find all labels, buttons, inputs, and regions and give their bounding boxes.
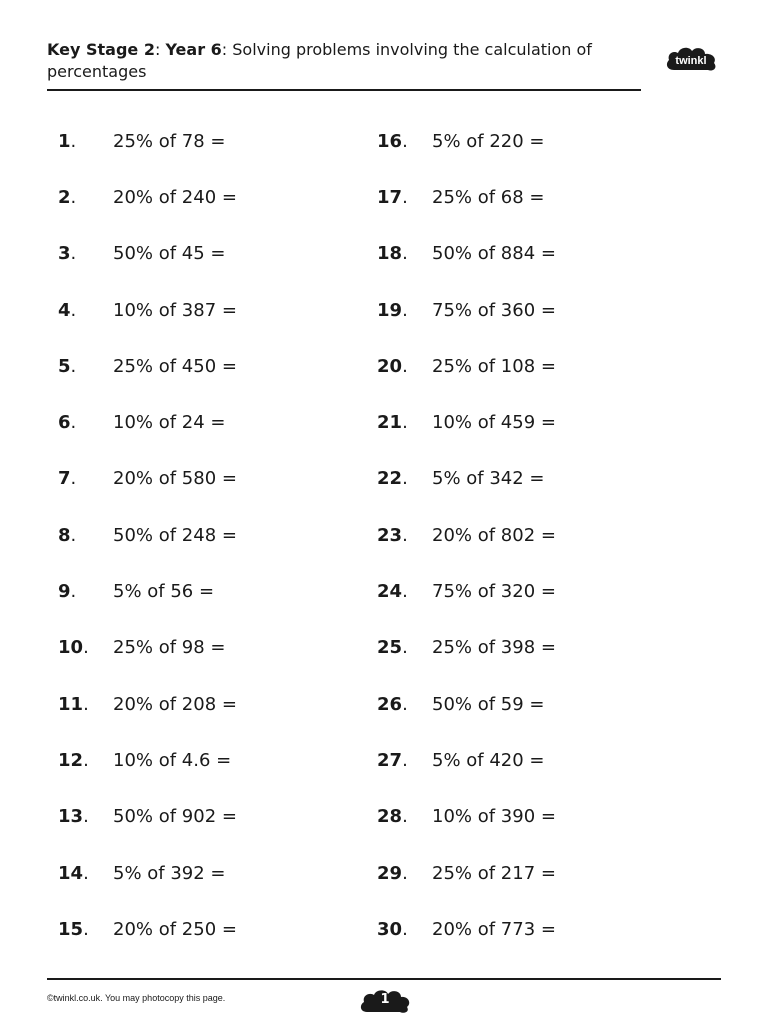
footer-divider xyxy=(47,978,721,980)
question-item xyxy=(58,169,378,225)
question-item xyxy=(377,789,697,845)
question-expression: 50% of 59 = xyxy=(432,693,545,715)
question-expression: 50% of 45 = xyxy=(113,243,226,265)
questions-right-column xyxy=(377,113,697,957)
copyright-notice: ©twinkl.co.uk. You may photocopy this page. xyxy=(47,993,226,1003)
page-title: Key Stage 2: Year 6: Solving problems involving the calculation of percentages xyxy=(47,40,592,81)
question-expression: 25% of 217 = xyxy=(432,862,556,884)
question-number: 15. xyxy=(58,918,89,940)
question-expression: 5% of 342 = xyxy=(432,468,545,490)
question-number: 13. xyxy=(58,806,89,828)
question-expression: 25% of 108 = xyxy=(432,355,556,377)
page-number: 1 xyxy=(380,992,390,1007)
question-expression: 50% of 902 = xyxy=(113,806,237,828)
question-expression: 20% of 250 = xyxy=(113,918,237,940)
question-number: 6. xyxy=(58,412,77,434)
question-item xyxy=(58,226,378,282)
header-divider xyxy=(47,89,641,91)
question-item xyxy=(377,451,697,507)
question-expression: 75% of 360 = xyxy=(432,299,556,321)
question-item xyxy=(377,394,697,450)
question-item xyxy=(58,113,378,169)
question-expression: 5% of 56 = xyxy=(113,581,215,603)
question-item xyxy=(58,676,378,732)
question-item xyxy=(377,169,697,225)
question-item xyxy=(58,282,378,338)
question-number: 29. xyxy=(377,862,408,884)
question-number: 21. xyxy=(377,412,408,434)
question-item xyxy=(377,732,697,788)
question-number: 24. xyxy=(377,581,408,603)
question-expression: 20% of 773 = xyxy=(432,918,556,940)
worksheet-header xyxy=(47,39,641,83)
logo-text: twinkl xyxy=(675,55,707,67)
question-number: 12. xyxy=(58,749,89,771)
question-expression: 5% of 392 = xyxy=(113,862,226,884)
question-item xyxy=(58,394,378,450)
question-expression: 25% of 398 = xyxy=(432,637,556,659)
question-number: 22. xyxy=(377,468,408,490)
question-number: 16. xyxy=(377,130,408,152)
question-item xyxy=(58,451,378,507)
question-number: 28. xyxy=(377,806,408,828)
question-expression: 5% of 420 = xyxy=(432,749,545,771)
question-item xyxy=(377,338,697,394)
question-expression: 20% of 240 = xyxy=(113,186,237,208)
question-number: 5. xyxy=(58,355,77,377)
twinkl-logo xyxy=(664,44,718,74)
question-item xyxy=(58,732,378,788)
question-number: 2. xyxy=(58,186,77,208)
question-expression: 25% of 78 = xyxy=(113,130,226,152)
question-number: 30. xyxy=(377,918,408,940)
question-number: 26. xyxy=(377,693,408,715)
question-item xyxy=(58,620,378,676)
question-number: 27. xyxy=(377,749,408,771)
question-expression: 10% of 4.6 = xyxy=(113,749,232,771)
question-item xyxy=(377,563,697,619)
question-number: 23. xyxy=(377,524,408,546)
question-item xyxy=(58,338,378,394)
question-number: 19. xyxy=(377,299,408,321)
question-number: 8. xyxy=(58,524,77,546)
question-item xyxy=(58,901,378,957)
question-number: 17. xyxy=(377,186,408,208)
question-item xyxy=(377,226,697,282)
question-expression: 50% of 248 = xyxy=(113,524,237,546)
question-number: 7. xyxy=(58,468,77,490)
question-expression: 25% of 68 = xyxy=(432,186,545,208)
question-number: 25. xyxy=(377,637,408,659)
question-expression: 5% of 220 = xyxy=(432,130,545,152)
questions-left-column xyxy=(58,113,378,957)
question-number: 10. xyxy=(58,637,89,659)
question-number: 9. xyxy=(58,581,77,603)
question-item xyxy=(377,845,697,901)
question-expression: 20% of 802 = xyxy=(432,524,556,546)
question-item xyxy=(377,282,697,338)
question-item xyxy=(58,563,378,619)
question-item xyxy=(58,507,378,563)
question-number: 20. xyxy=(377,355,408,377)
question-number: 11. xyxy=(58,693,89,715)
question-expression: 20% of 580 = xyxy=(113,468,237,490)
question-item xyxy=(58,789,378,845)
question-expression: 20% of 208 = xyxy=(113,693,237,715)
question-expression: 75% of 320 = xyxy=(432,581,556,603)
question-item xyxy=(377,901,697,957)
question-item xyxy=(58,845,378,901)
question-item xyxy=(377,507,697,563)
question-number: 18. xyxy=(377,243,408,265)
question-number: 14. xyxy=(58,862,89,884)
question-number: 3. xyxy=(58,243,77,265)
question-expression: 10% of 390 = xyxy=(432,806,556,828)
question-expression: 50% of 884 = xyxy=(432,243,556,265)
question-expression: 25% of 450 = xyxy=(113,355,237,377)
question-expression: 10% of 387 = xyxy=(113,299,237,321)
question-item xyxy=(377,620,697,676)
question-number: 1. xyxy=(58,130,77,152)
question-number: 4. xyxy=(58,299,77,321)
question-item xyxy=(377,113,697,169)
question-expression: 10% of 459 = xyxy=(432,412,556,434)
question-expression: 25% of 98 = xyxy=(113,637,226,659)
question-item xyxy=(377,676,697,732)
question-expression: 10% of 24 = xyxy=(113,412,226,434)
